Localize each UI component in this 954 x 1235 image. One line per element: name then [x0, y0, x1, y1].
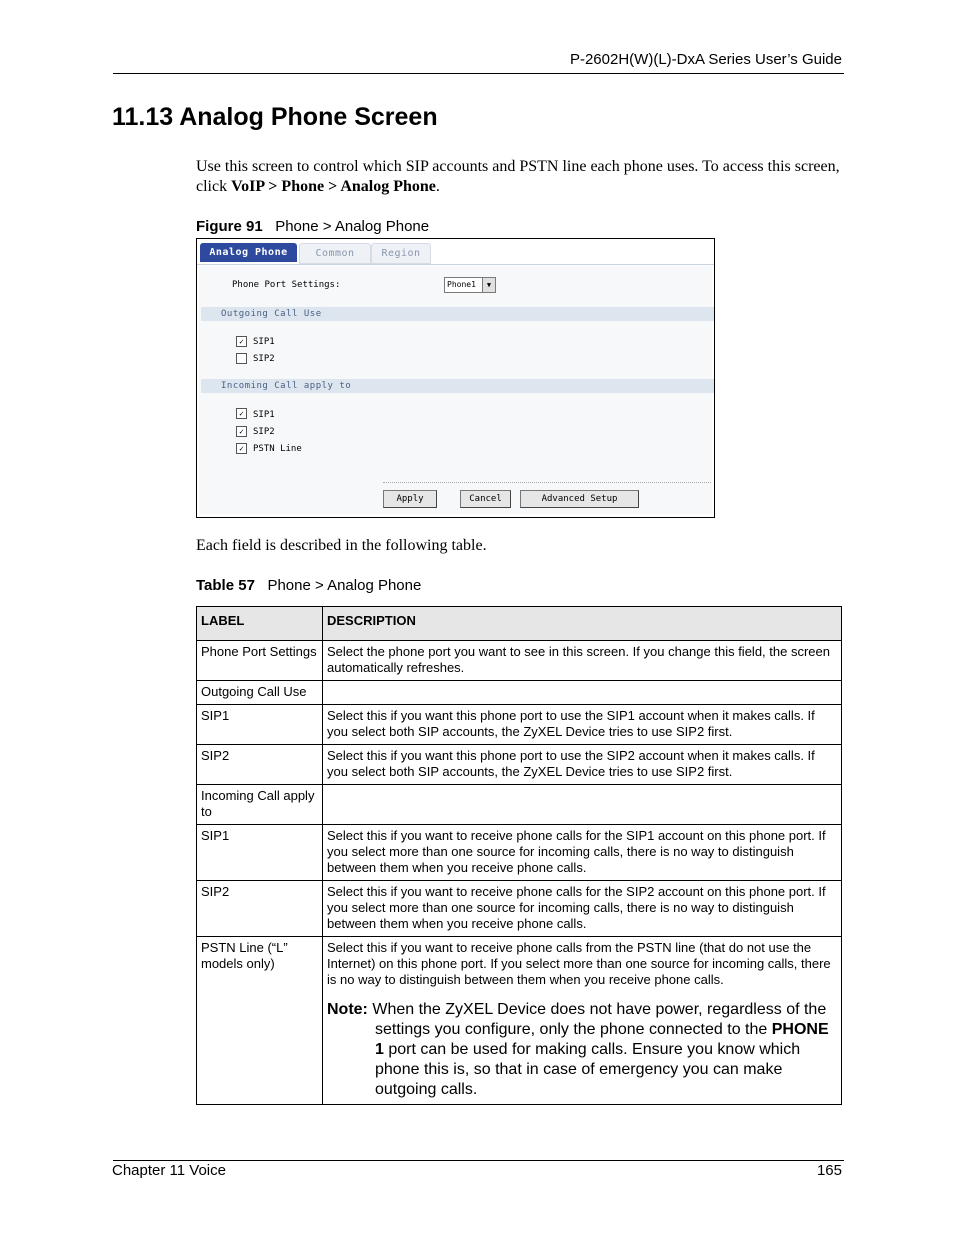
row-description: Select this if you want this phone port to use the SIP1 account when it makes calls. If you select both SIP accounts, the ZyXEL Device tries to use SIP2 first.: [323, 705, 842, 745]
table-intro: Each field is described in the following table.: [196, 537, 487, 554]
row-label: Phone Port Settings: [197, 641, 323, 681]
row-label: PSTN Line (“L” models only): [197, 937, 323, 1105]
table-row: [197, 745, 842, 785]
figure-caption: Figure 91 Phone > Analog Phone: [196, 218, 430, 235]
row-description: Select this if you want this phone port to use the SIP2 account when it makes calls. If you select both SIP accounts, the ZyXEL Device tries to use SIP2 first.: [323, 745, 842, 785]
row-description: Select this if you want to receive phone calls for the SIP2 account on this phone port. If you select more than one source for incoming calls, there is no way to distinguish between them when you receive phone calls.: [323, 881, 842, 937]
tab-bar: [197, 239, 714, 265]
incoming-sip1-checkbox[interactable]: ✓: [236, 408, 247, 419]
row-label: Incoming Call apply to: [197, 785, 323, 825]
page-number: 165: [816, 1162, 842, 1179]
advanced-setup-button[interactable]: Advanced Setup: [520, 490, 639, 508]
row-label: Outgoing Call Use: [197, 681, 323, 705]
pstn-description: Select this if you want to receive phone calls from the PSTN line (that do not use the Internet) on this phone port. If you select more than one source for incoming calls, there is no way to distinguish between them when you receive phone calls.: [327, 940, 831, 987]
table-row: [197, 785, 842, 825]
menu-path-phone: Phone: [281, 178, 325, 195]
analog-phone-screenshot: [196, 238, 715, 518]
row-description: Select the phone port you want to see in this screen. If you change this field, the screen automatically refreshes.: [323, 641, 842, 681]
incoming-pstn-label: PSTN Line: [253, 444, 302, 454]
tab-common[interactable]: Common: [299, 243, 371, 264]
row-label: SIP1: [197, 705, 323, 745]
running-header: P-2602H(W)(L)-DxA Series User’s Guide: [569, 51, 842, 68]
phone-port-value: Phone1: [447, 280, 476, 289]
tab-region[interactable]: Region: [371, 243, 431, 264]
note-prefix: Note:: [327, 1001, 368, 1018]
table-row: [197, 641, 842, 681]
row-description: [323, 937, 842, 1105]
header-rule: [113, 73, 844, 74]
menu-path-voip: VoIP: [231, 178, 265, 195]
tab-analog-phone[interactable]: Analog Phone: [200, 243, 297, 262]
incoming-sip1-label: SIP1: [253, 410, 275, 420]
outgoing-sip2-label: SIP2: [253, 354, 275, 364]
cancel-button[interactable]: Cancel: [460, 490, 511, 508]
incoming-pstn-checkbox[interactable]: ✓: [236, 443, 247, 454]
table-row: [197, 825, 842, 881]
intro-paragraph: Use this screen to control which SIP accounts and PSTN line each phone uses. To access this screen, click VoIP > Phone > Analog Phone.: [196, 158, 840, 195]
section-title: 11.13 Analog Phone Screen: [112, 103, 438, 131]
table-caption: Table 57 Phone > Analog Phone: [196, 577, 422, 594]
note-paragraph: Note: When the ZyXEL Device does not have power, regardless of the settings you configure, only the phone connected to the PHONE 1 port can be used for making calls. Ensure you know which phone this is, so that in case of emergency you can make outgoing calls.: [327, 1001, 829, 1098]
outgoing-sip1-checkbox[interactable]: ✓: [236, 336, 247, 347]
chevron-down-icon[interactable]: ▼: [482, 278, 495, 292]
menu-path-analog-phone: Analog Phone: [340, 178, 436, 195]
outgoing-call-heading: Outgoing Call Use: [201, 307, 714, 321]
table-header-row: [197, 607, 842, 641]
incoming-call-heading: Incoming Call apply to: [201, 379, 714, 393]
table-row: [197, 681, 842, 705]
phone-port-label: Phone Port Settings:: [232, 280, 341, 290]
phone-port-select[interactable]: [444, 277, 496, 293]
row-description: [323, 681, 842, 705]
field-description-table: [196, 606, 842, 1105]
divider: [383, 482, 711, 483]
table-row: [197, 705, 842, 745]
outgoing-sip1-label: SIP1: [253, 337, 275, 347]
row-description: [323, 785, 842, 825]
footer-rule: [113, 1160, 844, 1161]
footer-chapter: Chapter 11 Voice: [112, 1162, 226, 1179]
table-row: [197, 881, 842, 937]
apply-button[interactable]: Apply: [383, 490, 437, 508]
phone1-emphasis: PHONE 1: [375, 1021, 829, 1058]
table-row: [197, 937, 842, 1105]
row-label: SIP2: [197, 745, 323, 785]
outgoing-sip2-checkbox[interactable]: [236, 353, 247, 364]
incoming-sip2-label: SIP2: [253, 427, 275, 437]
row-label: SIP2: [197, 881, 323, 937]
incoming-sip2-checkbox[interactable]: ✓: [236, 426, 247, 437]
row-description: Select this if you want to receive phone calls for the SIP1 account on this phone port. If you select more than one source for incoming calls, there is no way to distinguish between them when you receive phone calls.: [323, 825, 842, 881]
row-label: SIP1: [197, 825, 323, 881]
description-column-header: DESCRIPTION: [323, 607, 842, 641]
label-column-header: LABEL: [197, 607, 323, 641]
